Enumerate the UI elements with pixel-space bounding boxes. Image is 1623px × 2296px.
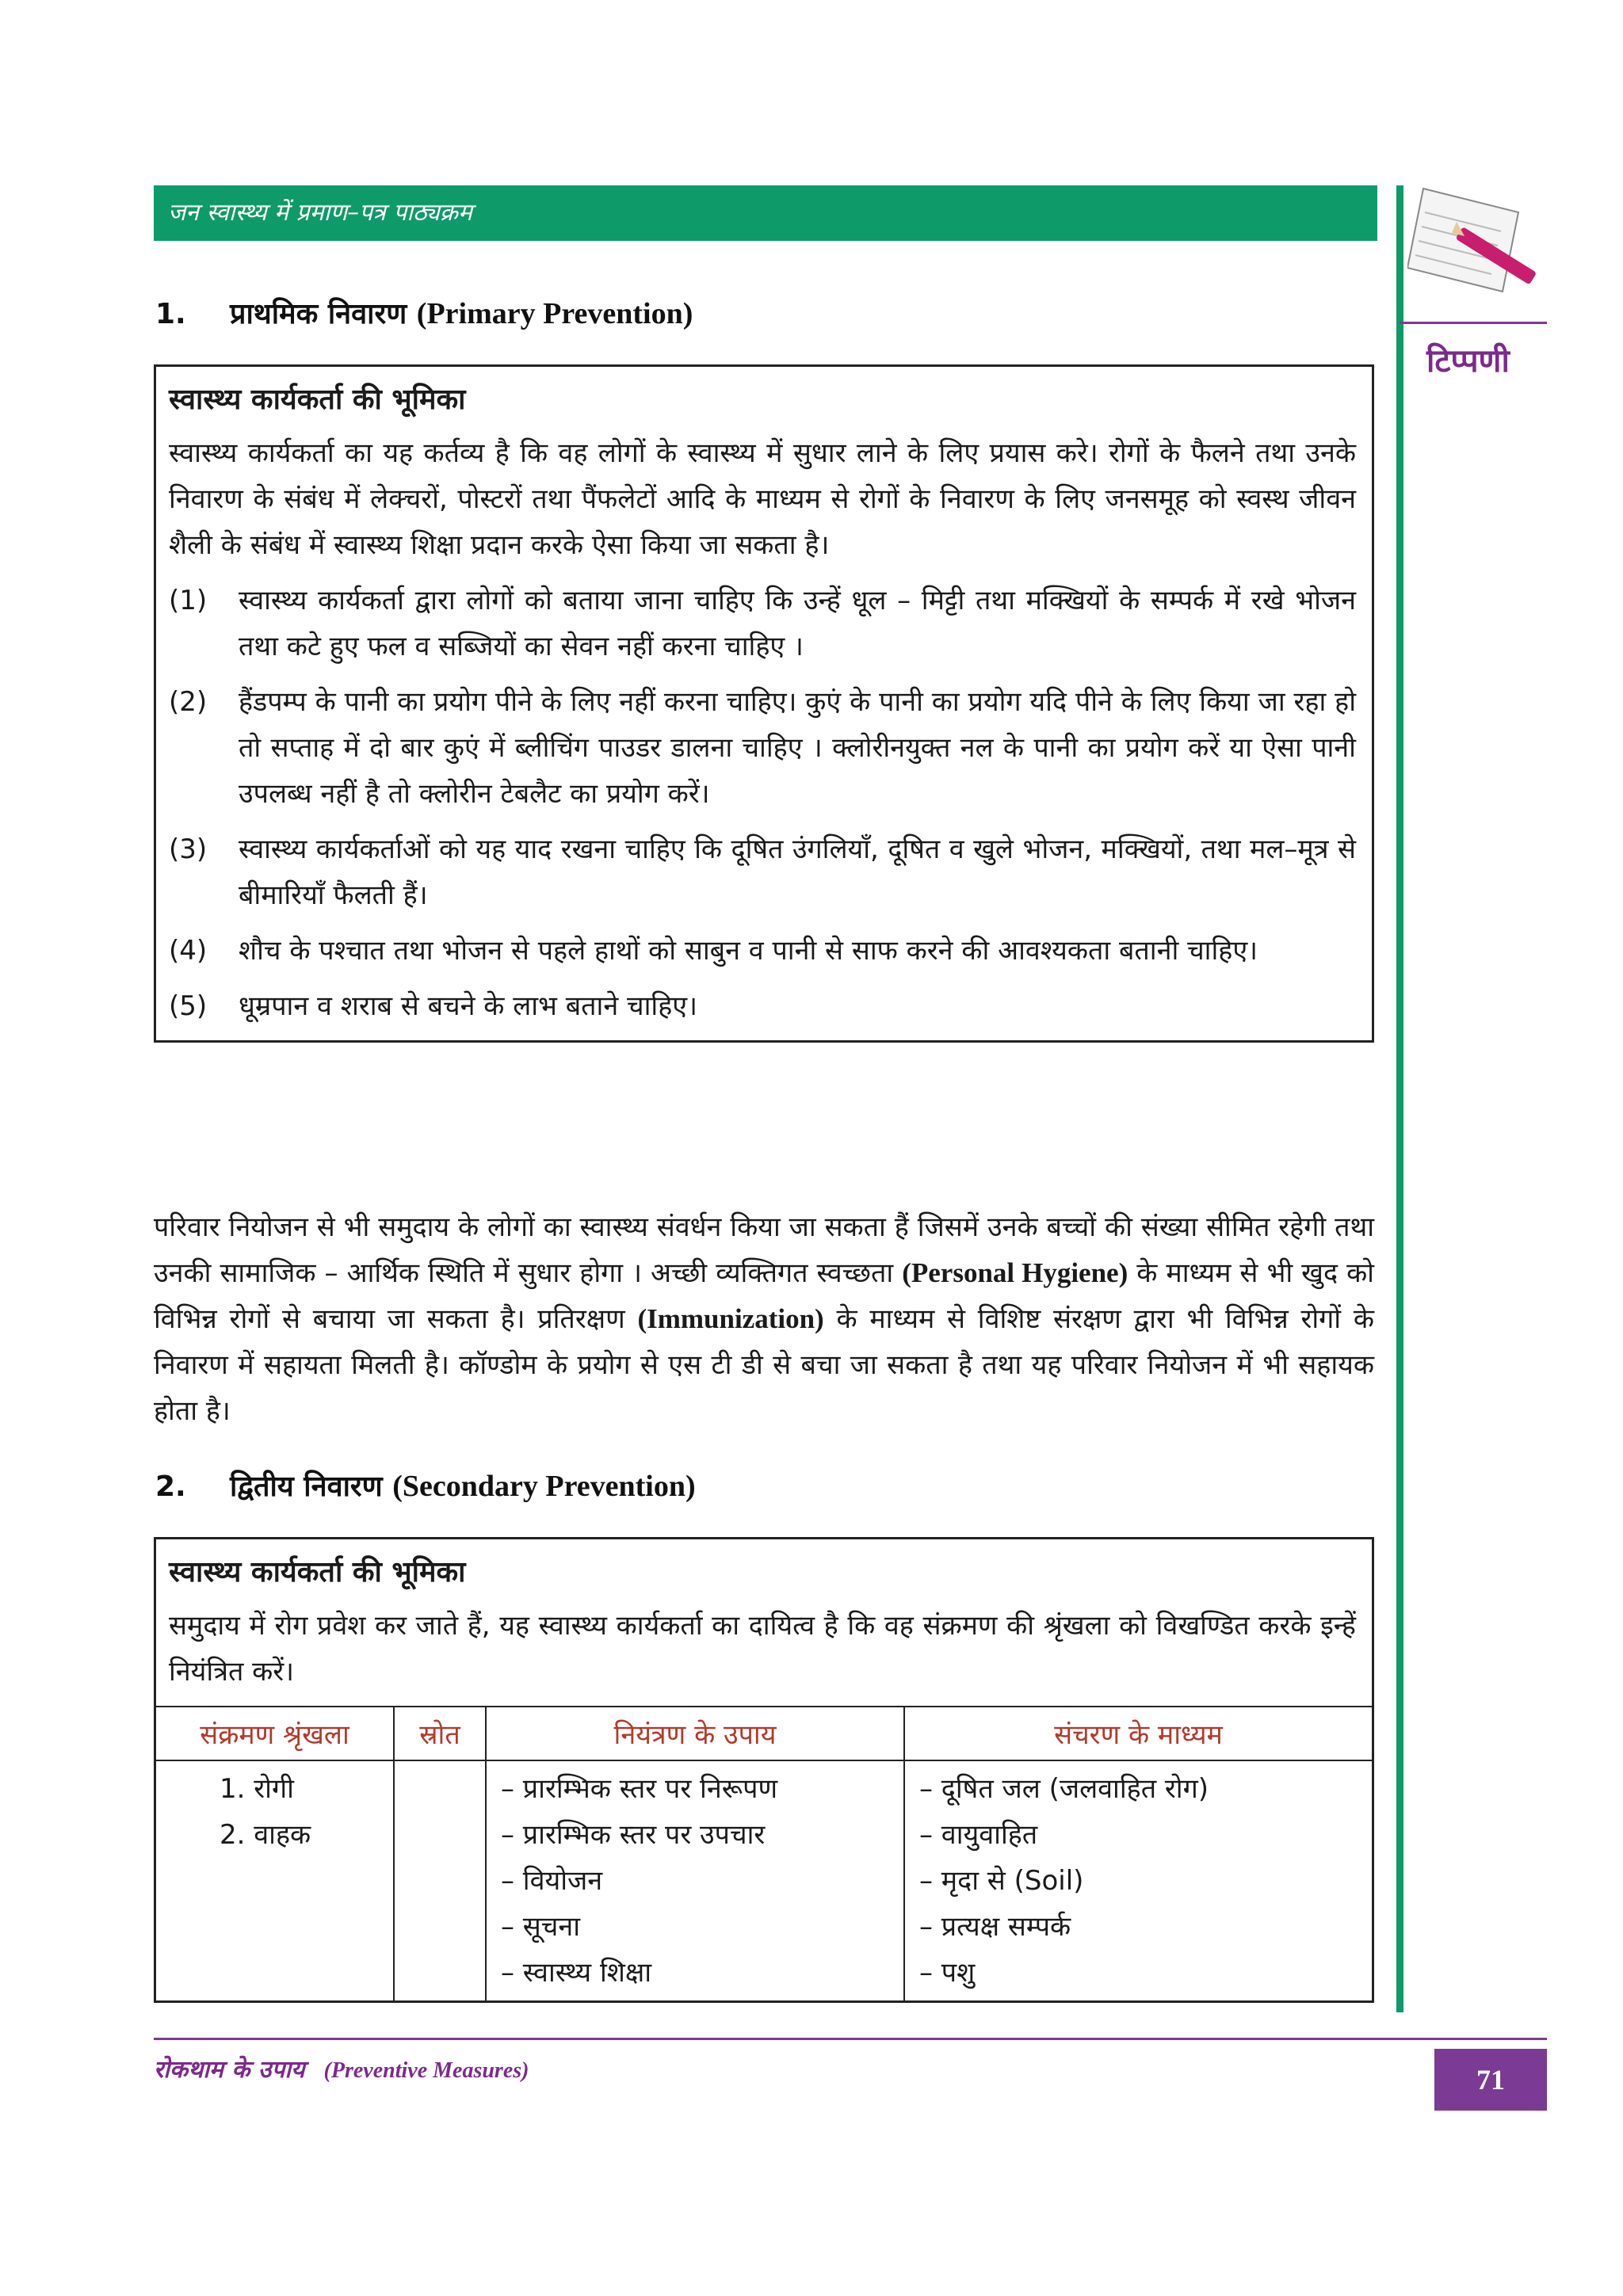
footer-chapter-en: (Preventive Measures) bbox=[323, 2058, 529, 2083]
transmission-item: – प्रत्यक्ष सम्पर्क bbox=[919, 1911, 1071, 1943]
page-number: 71 bbox=[1434, 2049, 1547, 2111]
side-rule bbox=[1396, 185, 1403, 2012]
list-item bbox=[169, 826, 1356, 918]
item-text: हैंडपम्प के पानी का प्रयोग पीने के लिए नहीं करना चाहिए। कुएं के पानी का प्रयोग यदि पीने के लिए किया जा रहा हो तो सप्ताह में दो बार कुएं में ब्लीचिंग पाउडर डालना चाहिए । क्लोरीनयुक्त नल के पानी का प्रयोग करें या ऐसा पानी उपलब्ध नहीं है तो क्लोरीन टेबलैट का प्रयोग करें। bbox=[239, 686, 1356, 810]
section2-heading bbox=[155, 1466, 696, 1505]
control-item: – वियोजन bbox=[501, 1865, 603, 1897]
item-text: शौच के पश्चात तथा भोजन से पहले हाथों को साबुन व पानी से साफ करने की आवश्यकता बतानी चाहिए। bbox=[239, 935, 1258, 967]
section1-box-title: स्वास्थ्य कार्यकर्ता की भूमिका bbox=[169, 383, 466, 416]
item-number: (2) bbox=[169, 686, 208, 718]
section2-number: 2. bbox=[155, 1470, 186, 1503]
control-item: – सूचना bbox=[501, 1911, 581, 1943]
list-item bbox=[169, 983, 1356, 1029]
footer-chapter-hi: रोकथाम के उपाय bbox=[154, 2056, 305, 2084]
item-number: (5) bbox=[169, 990, 208, 1022]
section2-box bbox=[154, 1537, 1374, 2003]
section2-title-en: (Secondary Prevention) bbox=[392, 1470, 696, 1503]
control-item: – प्रारम्भिक स्तर पर उपचार bbox=[501, 1819, 766, 1851]
column-header: नियंत्रण के उपाय bbox=[486, 1707, 904, 1760]
list-item bbox=[169, 928, 1356, 974]
chain-cell bbox=[156, 1760, 394, 2000]
control-item: – स्वास्थ्य शिक्षा bbox=[501, 1957, 652, 1989]
section1-heading bbox=[155, 293, 693, 332]
item-number: (1) bbox=[169, 585, 208, 616]
list-item bbox=[169, 578, 1356, 669]
infection-chain-table bbox=[156, 1706, 1372, 2000]
column-header: संचरण के माध्यम bbox=[904, 1707, 1372, 1760]
section1-box bbox=[154, 364, 1374, 1043]
paragraph-term-en: (Immunization) bbox=[637, 1303, 824, 1334]
transmission-item: – मृदा से (Soil) bbox=[919, 1865, 1084, 1897]
table-header-row bbox=[156, 1707, 1372, 1760]
transmission-item: – वायुवाहित bbox=[919, 1819, 1038, 1851]
paragraph-text: परिवार नियोजन से भी समुदाय के लोगों का स्वास्थ्य संवर्धन किया जा सकता हैं जिसमें उनके बच्चों की संख्या सीमित रहेगी तथा उनकी सामाजिक – आर्थिक स्थिति में सुधार होगा । अच्छी व्यक्तिगत स्वच्छता bbox=[154, 1211, 1374, 1289]
section2-intro: समुदाय में रोग प्रवेश कर जाते हैं, यह स्वास्थ्य कार्यकर्ता का दायित्व है कि वह संक्रमण की श्रृंखला को विखण्डित करके इन्हें नियंत्रित करें। bbox=[169, 1610, 1356, 1688]
paragraph-text: के माध्यम से भी खुद को विभिन्न रोगों से बचाया जा सकता है। प्रतिरक्षण bbox=[154, 1257, 1374, 1335]
chain-item: 2. वाहक bbox=[220, 1819, 311, 1851]
section1-title-en: (Primary Prevention) bbox=[416, 297, 693, 330]
item-text: स्वास्थ्य कार्यकर्ताओं को यह याद रखना चाहिए कि दूषित उंगलियाँ, दूषित व खुले भोजन, मक्खियों, तथा मल–मूत्र से बीमारियाँ फैलती हैं। bbox=[239, 833, 1356, 911]
section1-intro: स्वास्थ्य कार्यकर्ता का यह कर्तव्य है कि वह लोगों के स्वास्थ्य में सुधार लाने के लिए प्रयास करे। रोगों के फैलने तथा उनके निवारण के संबंध में लेक्चरों, पोस्टरों तथा पैंफलेटों आदि के माध्यम से रोगों के निवारण के लिए जनसमूह को स्वस्थ जीवन शैली के संबंध में स्वास्थ्य शिक्षा प्रदान करके ऐसा किया जा सकता है। bbox=[169, 437, 1356, 561]
column-header: स्रोत bbox=[394, 1707, 486, 1760]
paragraph-text: के माध्यम से विशिष्ट संरक्षण द्वारा भी विभिन्न रोगों के निवारण में सहायता मिलती है। कॉण्डोम के प्रयोग से एस टी डी से बचा जा सकता है तथा यह परिवार नियोजन में भी सहायक होता है। bbox=[154, 1303, 1374, 1427]
control-item: – प्रारम्भिक स्तर पर निरूपण bbox=[501, 1773, 778, 1805]
list-item bbox=[169, 679, 1356, 817]
item-number: (3) bbox=[169, 833, 208, 865]
transmission-item: – दूषित जल (जलवाहित रोग) bbox=[919, 1773, 1209, 1805]
paragraph-term-en: (Personal Hygiene) bbox=[902, 1257, 1128, 1288]
footer-divider bbox=[154, 2038, 1547, 2040]
section2-box-title: स्वास्थ्य कार्यकर्ता की भूमिका bbox=[169, 1556, 466, 1589]
source-cell bbox=[394, 1760, 486, 2000]
family-planning-paragraph bbox=[154, 1204, 1374, 1434]
section2-title-hi: द्वितीय निवारण bbox=[230, 1470, 383, 1503]
chain-item: 1. रोगी bbox=[220, 1773, 294, 1805]
header-bar bbox=[154, 185, 1377, 241]
section1-title-hi: प्राथमिक निवारण bbox=[230, 298, 407, 330]
notepad-pen-icon bbox=[1407, 181, 1549, 299]
transmission-item: – पशु bbox=[919, 1957, 976, 1989]
table-row bbox=[156, 1760, 1372, 2000]
section1-number: 1. bbox=[155, 298, 186, 330]
item-text: स्वास्थ्य कार्यकर्ता द्वारा लोगों को बताया जाना चाहिए कि उन्हें धूल – मिट्टी तथा मक्खियों के सम्पर्क में रखे भोजन तथा कटे हुए फल व सब्जियों का सेवन नहीं करना चाहिए । bbox=[239, 585, 1356, 662]
transmission-cell bbox=[904, 1760, 1372, 2000]
control-cell bbox=[486, 1760, 904, 2000]
header-title: जन स्वास्थ्य में प्रमाण–पत्र पाठ्यक्रम bbox=[168, 199, 472, 227]
note-divider bbox=[1400, 322, 1547, 324]
item-number: (4) bbox=[169, 935, 208, 967]
item-text: धूम्रपान व शराब से बचने के लाभ बताने चाहिए। bbox=[239, 990, 697, 1022]
note-label: टिप्पणी bbox=[1426, 343, 1510, 379]
column-header: संक्रमण श्रृंखला bbox=[156, 1707, 394, 1760]
footer-chapter bbox=[154, 2052, 529, 2084]
